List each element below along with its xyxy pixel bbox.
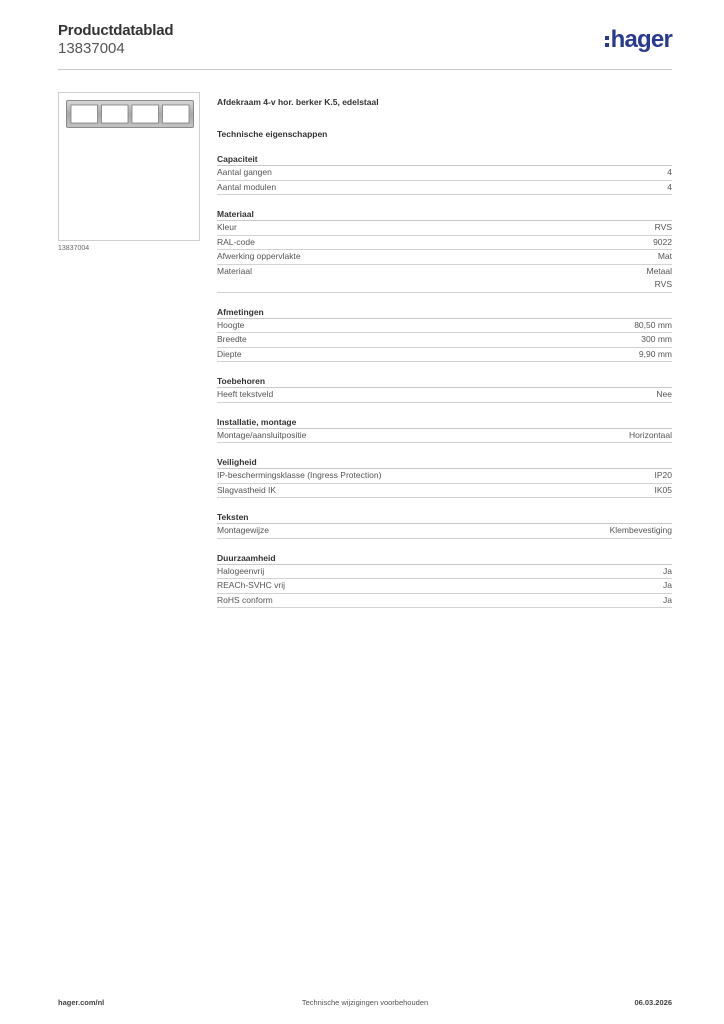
image-caption: 13837004	[58, 245, 90, 252]
property-value-line: IK05	[654, 484, 672, 495]
property-value	[667, 181, 672, 195]
property-value	[653, 236, 672, 250]
technical-properties-heading: Technische eigenschappen	[217, 129, 328, 139]
property-label: Montage/aansluitpositie	[217, 429, 307, 440]
property-value-line: Klembevestiging	[609, 525, 672, 535]
section-duurzaamheid	[217, 552, 672, 609]
property-value-line: Nee	[656, 389, 672, 399]
property-row	[217, 221, 672, 236]
property-row	[217, 388, 672, 403]
property-value	[658, 250, 672, 264]
property-label: Heeft tekstveld	[217, 389, 274, 399]
property-row	[217, 524, 672, 539]
property-value	[610, 524, 672, 538]
property-value-line: Ja	[663, 580, 672, 590]
section-title: Afmetingen	[217, 306, 672, 319]
property-label: Slagvastheid IK	[217, 484, 277, 495]
property-value-line: Mat	[657, 251, 672, 261]
section-title: Teksten	[217, 511, 672, 524]
section-title: Materiaal	[217, 208, 672, 221]
property-label: Hoogte	[217, 319, 245, 330]
product-image	[58, 92, 200, 241]
section-title: Veiligheid	[217, 456, 672, 469]
property-value	[667, 166, 672, 180]
property-value	[656, 388, 672, 402]
property-value	[646, 265, 672, 292]
section-installatie-montage	[217, 416, 672, 444]
property-row	[217, 166, 672, 181]
property-value	[655, 484, 673, 498]
property-row	[217, 429, 672, 444]
property-value	[663, 565, 672, 579]
property-label: Kleur	[217, 222, 237, 232]
property-row	[217, 181, 672, 196]
property-value-line: Ja	[663, 565, 672, 576]
property-label: Materiaal	[217, 265, 252, 276]
property-row	[217, 594, 672, 609]
section-title: Duurzaamheid	[217, 552, 672, 565]
footer-website: hager.com/nl	[58, 998, 105, 1007]
property-value	[663, 594, 672, 608]
property-label: Afwerking oppervlakte	[217, 251, 301, 261]
property-value-line: Ja	[663, 594, 672, 605]
property-value-line: 9,90 mm	[638, 348, 672, 359]
datasheet-content	[217, 96, 672, 608]
section-materiaal	[217, 208, 672, 293]
page-footer	[58, 998, 672, 1010]
cover-frame-illustration	[66, 100, 194, 128]
section-veiligheid	[217, 456, 672, 498]
property-row	[217, 579, 672, 594]
section-title: Toebehoren	[217, 375, 672, 388]
property-value-line: RVS	[654, 279, 672, 289]
property-value-line: Horizontaal	[629, 429, 672, 440]
section-teksten	[217, 511, 672, 539]
logo-dots-icon	[605, 36, 609, 47]
property-row	[217, 250, 672, 265]
property-value	[634, 319, 672, 333]
property-label: Breedte	[217, 334, 247, 344]
property-value-line: 4	[667, 181, 672, 192]
property-label: Aantal modulen	[217, 181, 277, 192]
property-label: RAL-code	[217, 236, 255, 247]
property-row	[217, 484, 672, 499]
property-row	[217, 265, 672, 293]
property-value-line: 80,50 mm	[634, 319, 672, 330]
section-title: Capaciteit	[217, 153, 672, 166]
property-sections	[217, 153, 672, 608]
property-row	[217, 333, 672, 348]
section-capaciteit	[217, 153, 672, 195]
section-toebehoren	[217, 375, 672, 403]
property-row	[217, 565, 672, 580]
property-value-line: RVS	[654, 222, 672, 232]
property-row	[217, 348, 672, 363]
property-value-line: 4	[667, 167, 672, 177]
logo-text: hager	[610, 26, 672, 53]
property-value	[641, 333, 672, 347]
property-row	[217, 469, 672, 484]
property-label: Diepte	[217, 348, 242, 359]
frame-opening	[71, 105, 98, 123]
footer-date: 06.03.2026	[634, 998, 672, 1007]
property-label: IP-beschermingsklasse (Ingress Protection)	[217, 470, 382, 480]
property-row	[217, 319, 672, 334]
property-value	[629, 429, 672, 443]
property-value-line: IP20	[654, 470, 672, 480]
property-value-line: 9022	[653, 236, 672, 247]
section-title: Installatie, montage	[217, 416, 672, 429]
property-label: Aantal gangen	[217, 167, 272, 177]
hager-logo	[605, 28, 672, 52]
frame-opening	[163, 105, 190, 123]
property-value-line: Metaal	[646, 265, 672, 276]
section-afmetingen	[217, 306, 672, 363]
product-name: Afdekraam 4-v hor. berker K.5, edelstaal	[217, 97, 379, 107]
frame-opening	[102, 105, 129, 123]
property-label: Montagewijze	[217, 525, 269, 535]
frame-opening	[132, 105, 159, 123]
property-label: Halogeenvrij	[217, 565, 265, 576]
property-label: REACh-SVHC vrij	[217, 580, 286, 590]
property-value	[655, 221, 672, 235]
property-value-line: 300 mm	[641, 334, 672, 344]
property-value	[639, 348, 672, 362]
property-row	[217, 236, 672, 251]
property-value	[663, 579, 672, 593]
property-value	[655, 469, 673, 483]
page-header	[58, 22, 672, 70]
footer-notice: Technische wijzigingen voorbehouden	[301, 998, 429, 1007]
property-label: RoHS conform	[217, 594, 273, 605]
document-title: Productdatablad	[58, 22, 174, 39]
document-number: 13837004	[58, 40, 125, 57]
